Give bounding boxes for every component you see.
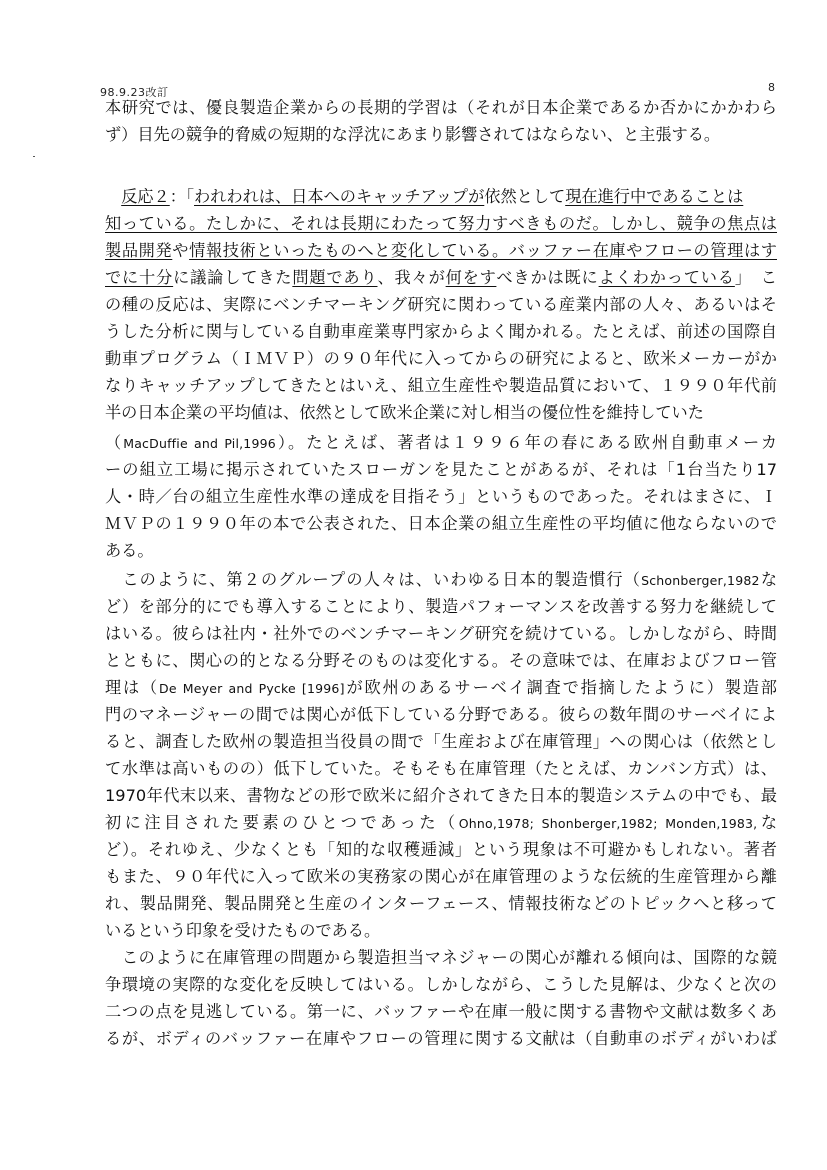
text-line [105, 241, 777, 261]
text-segment: はいる。彼らは社内・社外でのベンチマーキング研究を続けている。しかしながら、時間 [105, 624, 777, 643]
underlined-text: よくわかっている [598, 268, 735, 287]
text-segment: 、我々が [377, 268, 446, 287]
underlined-text: 何をす [445, 268, 497, 287]
underlined-text: 知っている。たしかに、それは長期にわたって努力すべきものだ。しかし、競争の焦点は [105, 214, 777, 233]
text-segment: いるという印象を受けたものである。 [105, 921, 381, 940]
text-segment: うした分析に関与している自動車産業専門家からよく聞かれる。たとえば、前述の国際自 [105, 322, 777, 341]
text-line [105, 268, 777, 288]
text-line [105, 541, 777, 561]
text-line [105, 514, 777, 534]
text-line [105, 705, 777, 725]
underlined-text: 問題であり [292, 268, 378, 287]
underlined-text: われわれは、日本へのキャッチアップが [194, 187, 485, 206]
text-segment: ると、調査した欧州の製造担当役員の間で「生産および在庫管理」への関心は（依然とし [105, 732, 777, 751]
text-segment: 半の日本企業の平均値は、依然として欧米企業に対し相当の優位性を維持していた [105, 403, 704, 422]
text-line [105, 894, 777, 914]
text-line [105, 460, 777, 480]
text-line [105, 921, 777, 941]
text-segment: るが、ボディのバッファー在庫やフローの管理に関する文献は（自動車のボディがいわば [105, 1029, 777, 1048]
text-segment: 争環境の実際的な変化を反映してはいる。しかしながら、こうした見解は、少なくと次の [105, 975, 777, 994]
text-line [105, 322, 777, 342]
text-line [105, 98, 777, 118]
text-line [105, 948, 777, 968]
underlined-text: 情報技術といったものへと変化している。バッファー在庫やフローの管理はす [189, 241, 777, 260]
text-line [105, 214, 777, 234]
text-segment: 理は（ [105, 678, 160, 697]
text-segment: ：「 [169, 187, 195, 206]
date-stamp: 98.9.23改訂 [100, 86, 169, 99]
text-line [105, 975, 777, 995]
text-segment: べきかは既に [496, 268, 599, 287]
text-segment: ず）目先の競争的脅威の短期的な浮沈にあまり影響されてはならない、と主張する。 [105, 125, 721, 144]
text-segment: ＭＶＰの１９９０年の本で公表された、日本企業の組立生産性の平均値に他ならないので [105, 514, 777, 533]
underlined-text: でに十分 [105, 268, 174, 287]
text-line [105, 678, 777, 699]
text-segment: 初に注目された要素のひとつであった（ [105, 813, 459, 832]
text-segment: なりキャッチアップしてきたとはいえ、組立生産性や製造品質において、１９９０年代前 [105, 376, 777, 395]
citation: Ohno,1978; Shonberger,1982; Monden,1983, [458, 816, 758, 831]
text-line [105, 487, 777, 507]
text-line [105, 376, 777, 396]
text-line [105, 349, 777, 369]
text-segment: ーの組立工場に掲示されていたスローガンを見たことがあるが、それは「1台当たり17 [105, 460, 777, 479]
text-line [105, 813, 777, 834]
text-line [105, 732, 777, 752]
text-segment: 人・時／台の組立生産性水準の達成を目指そう」というものであった。それはまさに、Ｉ [105, 487, 777, 506]
underlined-text: 製品開発 [105, 241, 173, 260]
text-segment: 」 こ [734, 268, 777, 287]
text-line [105, 786, 777, 806]
text-line [105, 624, 777, 644]
text-segment: 二つの点を見逃している。第一に、バッファーや在庫一般に関する書物や文献は数多くあ [105, 1002, 777, 1021]
text-segment: て水準は高いものの）低下していた。そもそも在庫管理（たとえば、カンバン方式）は、 [105, 759, 777, 778]
citation: Schonberger,1982 [641, 573, 760, 588]
text-segment: ど）。それゆえ、少なくとも「知的な収穫逓減」という現象は不可避かもしれない。著者 [105, 840, 777, 859]
text-line [105, 597, 777, 617]
text-segment: 1970年代末以来、書物などの形で欧米に紹介されてきた日本的製造システムの中でも、最 [105, 786, 777, 805]
underlined-text: 反応２ [121, 187, 170, 206]
text-segment: 動車プログラム（ＩＭＶＰ）の９０年代に入ってからの研究によると、欧米メーカーがか [105, 349, 777, 368]
text-segment: ）。たとえば、著者は１９９６年の春にある欧州自動車メーカ [275, 433, 778, 452]
text-line [105, 187, 777, 207]
text-segment: れ、製品開発、製品開発と生産のインターフェース、情報技術などのトピックへと移って [105, 894, 777, 913]
text-segment: もまた、９０年代に入って欧米の実務家の関心が在庫管理のような伝統的生産管理から離 [105, 867, 777, 886]
text-segment: が欧州のあるサーベイ調査で指摘したように）製造部 [344, 678, 777, 697]
text-segment: ど）を部分的にでも導入することにより、製造パフォーマンスを改善する努力を継続して [105, 597, 777, 616]
margin-mark [33, 156, 35, 157]
text-line [105, 1029, 777, 1049]
text-line [105, 433, 777, 454]
text-segment: このように在庫管理の問題から製造担当マネジャーの関心が離れる傾向は、国際的な競 [105, 948, 777, 967]
text-line [105, 759, 777, 779]
text-segment: このように、第２のグループの人々は、いわゆる日本的製造慣行（ [105, 570, 642, 589]
text-segment: 門のマネージャーの間では関心が低下している分野である。彼らの数年間のサーベイによ [105, 705, 777, 724]
text-line [105, 840, 777, 860]
text-line [105, 403, 777, 423]
page-number: 8 [768, 81, 775, 94]
text-segment: や [172, 241, 190, 260]
text-segment: な [759, 570, 778, 589]
text-segment: ある。 [105, 541, 154, 560]
text-segment: な [757, 813, 778, 832]
text-line [105, 1002, 777, 1022]
text-line [105, 651, 777, 671]
text-line [105, 125, 777, 145]
text-line [105, 295, 777, 315]
text-segment: に議論してきた [173, 268, 293, 287]
text-line [105, 867, 777, 887]
citation: MacDuffie and Pil,1996 [123, 436, 276, 451]
text-segment [105, 187, 121, 206]
citation: De Meyer and Pycke [1996] [159, 681, 345, 696]
text-segment: とともに、関心の的となる分野そのものは変化する。その意味では、在庫およびフロー管 [105, 651, 777, 670]
underlined-text: 現在進行中であることは [565, 187, 744, 206]
text-segment: の種の反応は、実際にベンチマーキング研究に関わっている産業内部の人々、あるいはそ [105, 295, 777, 314]
text-segment: 依然として [484, 187, 566, 206]
text-segment: （ [105, 433, 124, 452]
text-segment: 本研究では、優良製造企業からの長期的学習は（それが日本企業であるか否かにかかわら [105, 98, 777, 117]
text-line [105, 570, 777, 591]
